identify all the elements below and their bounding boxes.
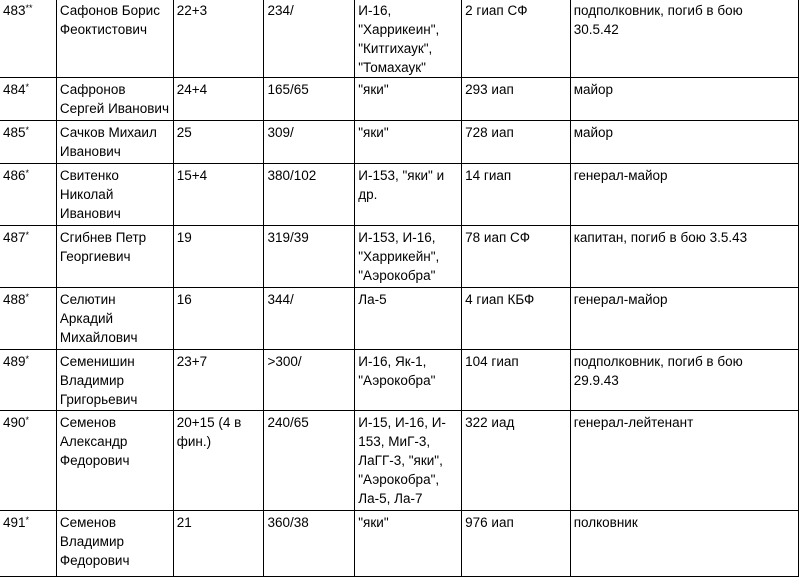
aircraft: "яки" [355, 78, 462, 121]
victories: 23+7 [173, 350, 264, 411]
note: подполковник, погиб в бою 29.9.43 [570, 350, 798, 411]
table-row [0, 511, 799, 577]
victories: 19 [173, 226, 264, 288]
row-number: 491* [0, 511, 56, 577]
aircraft: И-16, "Харрикеин", "Китгихаук", "Томахаук" [355, 0, 462, 78]
row-number: 487* [0, 226, 56, 288]
sorties: 165/65 [264, 78, 355, 121]
row-number: 485* [0, 121, 56, 164]
victories: 16 [173, 288, 264, 350]
note: капитан, погиб в бою 3.5.43 [570, 226, 798, 288]
pilot-name: Семенишин Владимир Григорьевич [56, 350, 173, 411]
aircraft: И-16, Як-1, "Аэрокобра" [355, 350, 462, 411]
pilot-name: Сгибнев Петр Георгиевич [56, 226, 173, 288]
victories: 25 [173, 121, 264, 164]
unit: 4 гиап КБФ [462, 288, 571, 350]
unit: 293 иап [462, 78, 571, 121]
pilot-name: Сафронов Сергей Иванович [56, 78, 173, 121]
note: полковник [570, 511, 798, 577]
victories: 22+3 [173, 0, 264, 78]
note: генерал-майор [570, 164, 798, 226]
note: подполковник, погиб в бою 30.5.42 [570, 0, 798, 78]
row-number: 483** [0, 0, 56, 78]
table-row [0, 0, 799, 78]
table-row [0, 78, 799, 121]
sorties: 360/38 [264, 511, 355, 577]
table-row [0, 164, 799, 226]
pilot-name: Сачков Михаил Иванович [56, 121, 173, 164]
unit: 322 иад [462, 411, 571, 511]
row-number: 489* [0, 350, 56, 411]
pilot-name: Сафонов Борис Феоктистович [56, 0, 173, 78]
sorties: 344/ [264, 288, 355, 350]
row-number: 488* [0, 288, 56, 350]
unit: 78 иап СФ [462, 226, 571, 288]
unit: 2 гиап СФ [462, 0, 571, 78]
unit: 104 гиап [462, 350, 571, 411]
table-row [0, 226, 799, 288]
pilot-name: Селютин Аркадий Михайлович [56, 288, 173, 350]
victories: 15+4 [173, 164, 264, 226]
victories: 24+4 [173, 78, 264, 121]
note: майор [570, 121, 798, 164]
sorties: 234/ [264, 0, 355, 78]
unit: 976 иап [462, 511, 571, 577]
aircraft: "яки" [355, 121, 462, 164]
pilot-name: Свитенко Николай Иванович [56, 164, 173, 226]
table-row [0, 288, 799, 350]
aircraft: И-153, "яки" и др. [355, 164, 462, 226]
sorties: 380/102 [264, 164, 355, 226]
row-number: 484* [0, 78, 56, 121]
sorties: 309/ [264, 121, 355, 164]
unit: 14 гиап [462, 164, 571, 226]
aircraft: И-153, И-16, "Харрикейн", "Аэрокобра" [355, 226, 462, 288]
note: майор [570, 78, 798, 121]
aircraft: И-15, И-16, И- 153, МиГ-3, ЛаГГ-3, "яки", "Аэрокобра", Ла-5, Ла-7 [355, 411, 462, 511]
victories: 21 [173, 511, 264, 577]
table-row [0, 121, 799, 164]
unit: 728 иап [462, 121, 571, 164]
sorties: 319/39 [264, 226, 355, 288]
aircraft: "яки" [355, 511, 462, 577]
aircraft: Ла-5 [355, 288, 462, 350]
pilot-name: Семенов Александр Федорович [56, 411, 173, 511]
sorties: >300/ [264, 350, 355, 411]
row-number: 486* [0, 164, 56, 226]
table-row [0, 411, 799, 511]
row-number: 490* [0, 411, 56, 511]
note: генерал-майор [570, 288, 798, 350]
victories: 20+15 (4 в фин.) [173, 411, 264, 511]
table-row [0, 350, 799, 411]
sorties: 240/65 [264, 411, 355, 511]
note: генерал-лейтенант [570, 411, 798, 511]
pilot-name: Семенов Владимир Федорович [56, 511, 173, 577]
